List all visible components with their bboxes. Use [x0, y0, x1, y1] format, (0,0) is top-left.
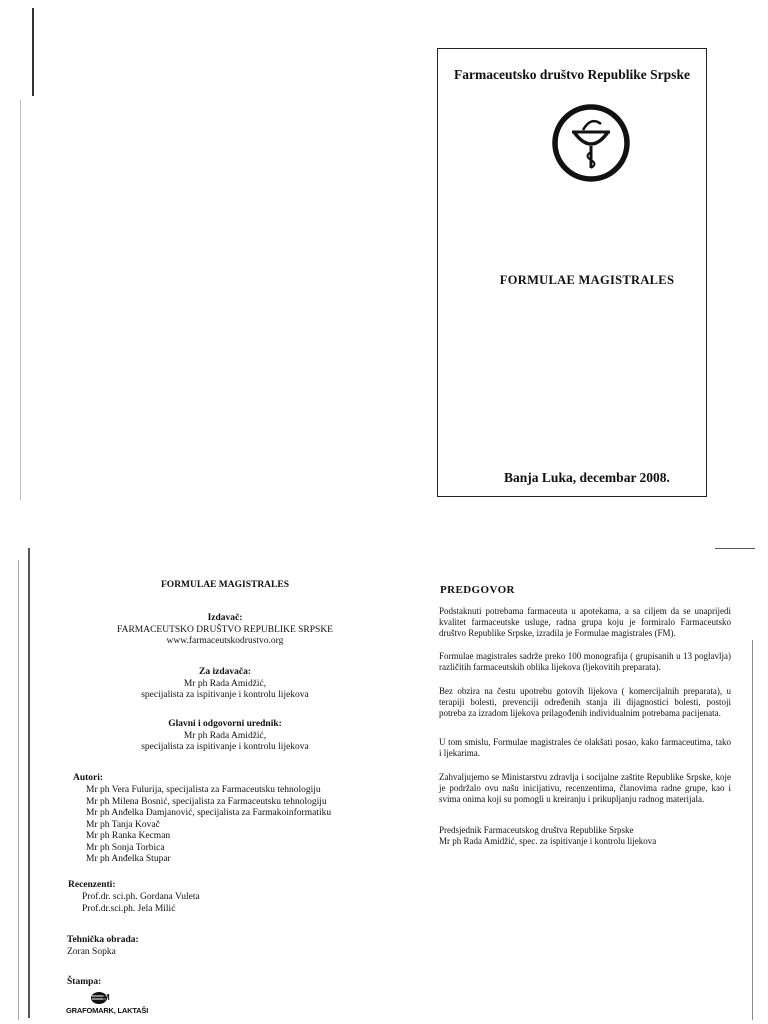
author-item: Mr ph Ranka Kecman — [86, 831, 171, 841]
scan-edge-top-left — [32, 8, 34, 96]
cover-society-name: Farmaceutsko društvo Republike Srpske — [454, 67, 690, 82]
technical-name: Zoran Sopka — [67, 946, 116, 957]
publisher-block — [90, 613, 360, 648]
editor-name: Mr ph Rada Amidžić, — [183, 730, 267, 741]
for-publisher-role: specijalista za ispitivanje i kontrolu lijekova — [141, 690, 309, 700]
scan-edge-left-upper — [20, 100, 21, 500]
publisher-name: FARMACEUTSKO DRUŠTVO REPUBLIKE SRPSKE — [117, 624, 333, 635]
signature-line-1: Predsjednik Farmaceutskog društva Republike Srpske — [439, 825, 634, 835]
preface-signature — [439, 825, 731, 847]
publisher-label: Izdavač: — [207, 613, 243, 623]
author-item: Mr ph Anđelka Damjanović, specijalista za Farmakoinformatiku — [86, 808, 332, 818]
bowl-of-hygieia-logo-icon — [550, 102, 632, 184]
imprint-title: FORMULAE MAGISTRALES — [161, 580, 289, 590]
scan-edge-bottom-left-inner — [18, 560, 19, 1020]
author-item: Mr ph Sonja Torbica — [86, 842, 165, 853]
scan-edge-right — [752, 640, 753, 1020]
for-publisher-block — [90, 667, 360, 702]
author-item: Mr ph Anđelka Stupar — [86, 854, 171, 864]
technical-block — [67, 935, 139, 958]
authors-label: Autori: — [73, 773, 104, 783]
editor-role: specijalista za ispitivanje i kontrolu lijekova — [141, 742, 309, 752]
reviewer-item: Prof.dr.sci.ph. Jela Milić — [82, 903, 176, 914]
svg-text:M: M — [103, 993, 110, 1002]
scan-edge-top-right — [715, 548, 755, 549]
technical-label: Tehnička obrada: — [67, 935, 139, 945]
print-label: Štampa: — [67, 977, 102, 987]
preface-paragraph: Formulae magistrales sadrže preko 100 monografija ( grupisanih u 13 poglavlja) različitih farmaceutskih oblika lijekova (ljekovitih preparata). — [439, 651, 731, 672]
printer-name: GRAFOMARK, LAKTAŠI — [66, 1006, 149, 1015]
reviewer-item: Prof.dr. sci.ph. Gordana Vuleta — [82, 892, 200, 902]
preface-paragraph: U tom smislu, Formulae magistrales će olakšati posao, kako farmaceutima, tako i ljekarima. — [439, 737, 731, 758]
preface-paragraph: Bez obzira na čestu upotrebu gotovih lijekova ( komercijalnih preparata), u terapiji bolesti, prevenciji određenih stanja ili dijagnostici bolesti, postoji potreba za izradom lijekova prilagođenih individualnim potrebama pacijenata. — [439, 686, 731, 718]
scan-edge-bottom-left — [28, 548, 30, 1018]
cover-title: FORMULAE MAGISTRALES — [499, 273, 675, 287]
publisher-web: www.farmaceutskodrustvo.org — [166, 636, 284, 646]
printer-logo-icon — [90, 991, 112, 1005]
reviewers-label: Recenzenti: — [68, 880, 116, 890]
preface-heading: PREDGOVOR — [440, 584, 515, 596]
author-item: Mr ph Vera Fulurija, specijalista za Farmaceutsku tehnologiju — [86, 785, 321, 795]
reviewers-list — [82, 892, 282, 915]
preface-paragraph: Podstaknuti potrebama farmaceuta u apotekama, a sa ciljem da se unaprijedi kvalitet farmaceutske usluge, radna grupa koju je formiralo Farmaceutsko društvo Republike Srpske, izradila je Formulae magistrales (FM). — [439, 606, 731, 638]
authors-list — [86, 785, 376, 866]
for-publisher-label: Za izdavača: — [199, 667, 251, 677]
author-item: Mr ph Milena Bosnić, specijalista za Farmaceutsku tehnologiju — [86, 796, 327, 807]
editor-block — [90, 719, 360, 754]
signature-line-2: Mr ph Rada Amidžić, spec. za ispitivanje i kontrolu lijekova — [439, 836, 657, 846]
preface-paragraph: Zahvaljujemo se Ministarstvu zdravlja i socijalne zaštite Republike Srpske, koje je podržalo ovu našu inicijativu, recenzentima, članovima radne grupe, kao i svima onima koji su pomogli u kreiranju i prikupljanju radnog materijala. — [439, 772, 731, 804]
author-item: Mr ph Tanja Kovač — [86, 819, 160, 830]
for-publisher-name: Mr ph Rada Amidžić, — [183, 678, 267, 689]
cover-place-date: Banja Luka, decembar 2008. — [504, 470, 670, 485]
editor-label: Glavni i odgovorni urednik: — [168, 719, 282, 729]
